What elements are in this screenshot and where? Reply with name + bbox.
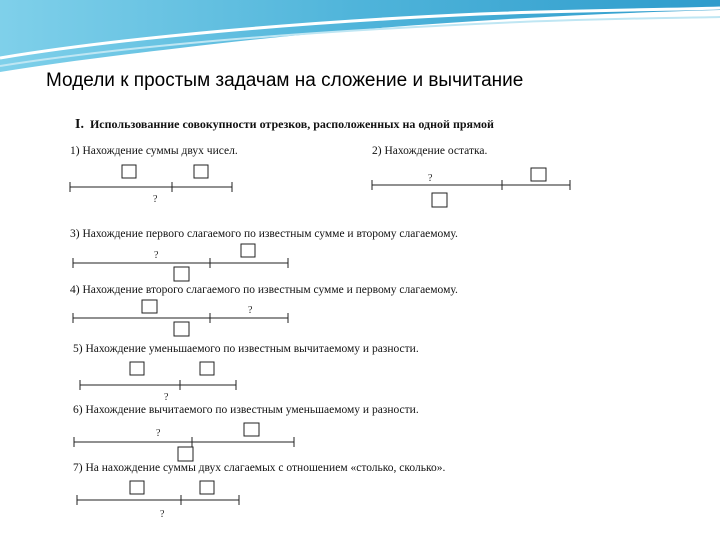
task-7-label: 7) На нахождение суммы двух слагаемых с отношением «столько, сколько». bbox=[73, 462, 446, 474]
section-heading-text: Использованние совокупности отрезков, расположенных на одной прямой bbox=[89, 117, 494, 131]
question-mark: ? bbox=[153, 194, 158, 205]
task-3-diagram bbox=[73, 244, 288, 281]
task-4-label: 4) Нахождение второго слагаемого по известным сумме и первому слагаемому. bbox=[70, 284, 458, 296]
task-1-diagram bbox=[70, 165, 232, 205]
task-5-diagram bbox=[80, 362, 236, 403]
empty-box bbox=[130, 481, 144, 494]
empty-box bbox=[130, 362, 144, 375]
empty-box bbox=[174, 322, 189, 336]
task-3-label: 3) Нахождение первого слагаемого по известным сумме и второму слагаемому. bbox=[70, 228, 458, 240]
task-2-label: 2) Нахождение остатка. bbox=[372, 145, 488, 157]
task-1-label: 1) Нахождение суммы двух чисел. bbox=[70, 145, 238, 157]
empty-box bbox=[174, 267, 189, 281]
empty-box bbox=[244, 423, 259, 436]
question-mark: ? bbox=[160, 509, 165, 520]
empty-box bbox=[241, 244, 255, 257]
task-6-diagram bbox=[74, 423, 294, 461]
slide-title: Модели к простым задачам на сложение и вычитание bbox=[46, 70, 524, 91]
question-mark: ? bbox=[164, 392, 169, 403]
question-mark: ? bbox=[428, 173, 433, 184]
task-4-diagram bbox=[73, 300, 288, 336]
section-number: I. bbox=[75, 117, 84, 132]
task-2-diagram bbox=[372, 168, 570, 207]
question-mark: ? bbox=[156, 428, 161, 439]
empty-box bbox=[122, 165, 136, 178]
empty-box bbox=[200, 362, 214, 375]
empty-box bbox=[142, 300, 157, 313]
empty-box bbox=[432, 193, 447, 207]
question-mark: ? bbox=[154, 250, 159, 261]
task-6-label: 6) Нахождение вычитаемого по известным уменьшаемому и разности. bbox=[73, 404, 419, 416]
empty-box bbox=[194, 165, 208, 178]
empty-box bbox=[200, 481, 214, 494]
task-7-diagram bbox=[77, 481, 239, 520]
task-5-label: 5) Нахождение уменьшаемого по известным вычитаемому и разности. bbox=[73, 343, 419, 355]
empty-box bbox=[178, 447, 193, 461]
empty-box bbox=[531, 168, 546, 181]
question-mark: ? bbox=[248, 305, 253, 316]
